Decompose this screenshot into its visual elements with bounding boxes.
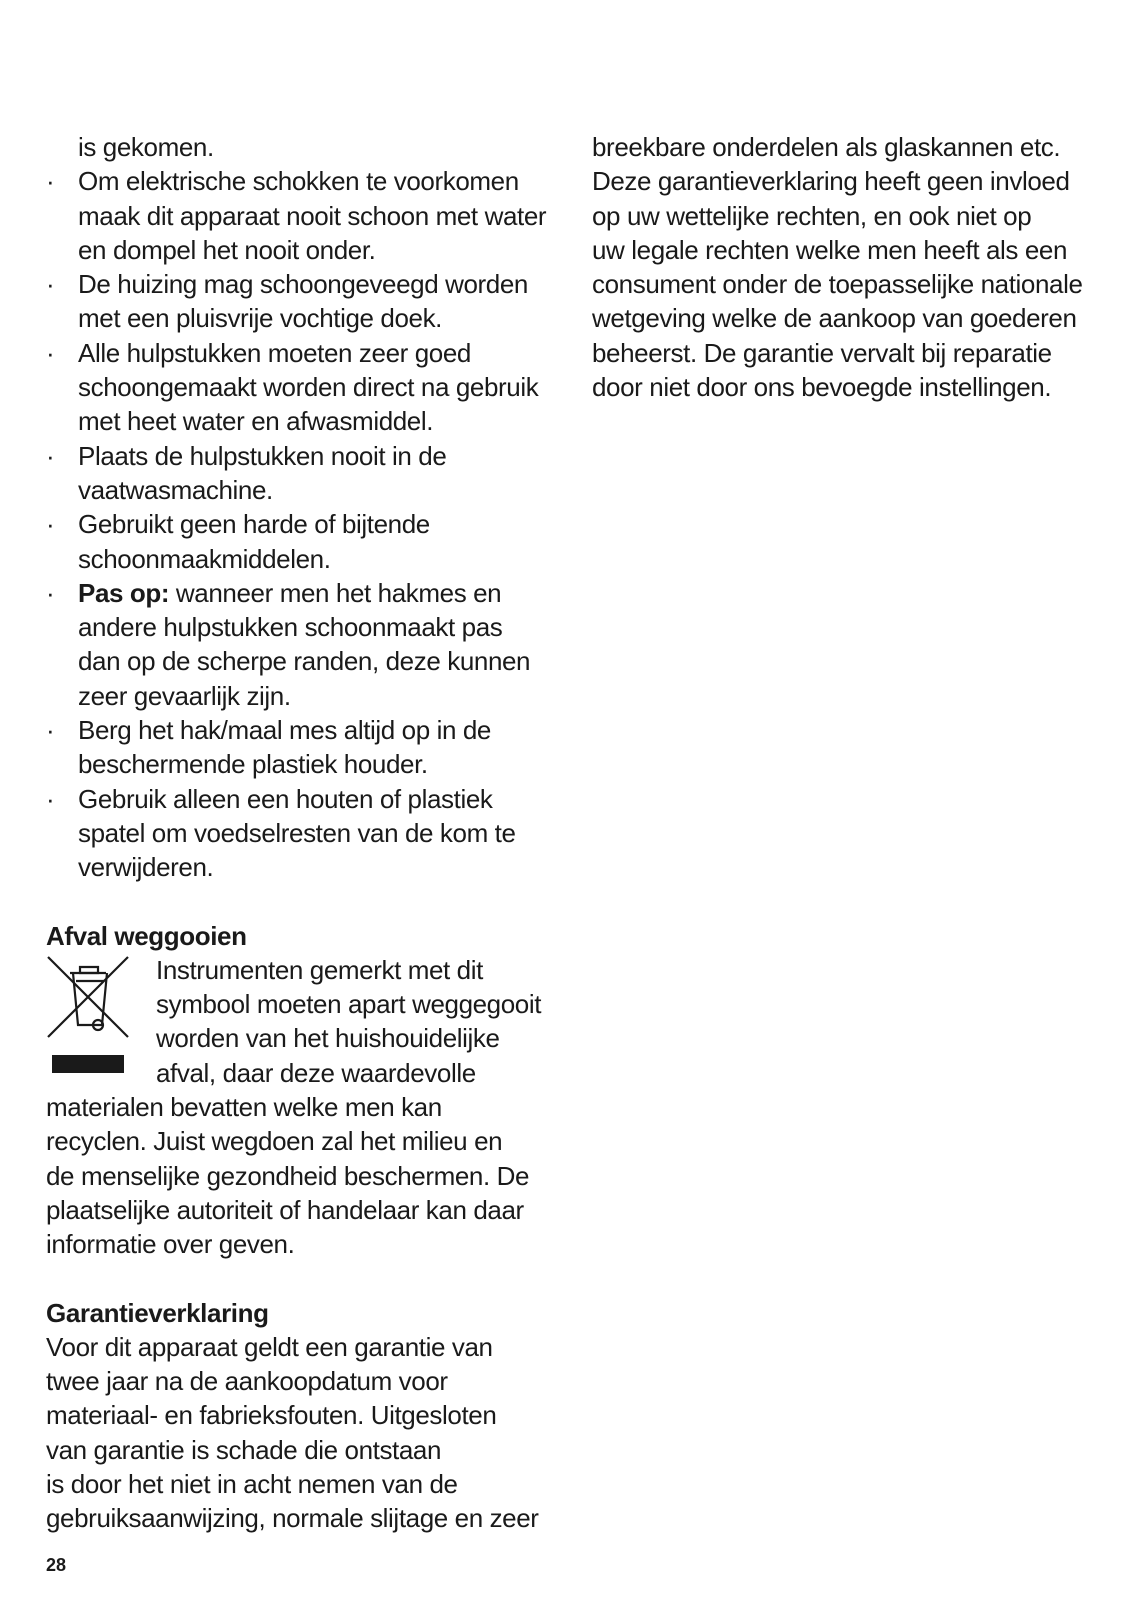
caution-line: andere hulpstukken schoonmaakt pas xyxy=(78,612,503,643)
warranty-line: materiaal- en fabrieksfouten. Uitgesloten xyxy=(46,1400,497,1431)
list-item-line: Gebruikt geen harde of bijtende xyxy=(78,509,430,540)
warranty-continued-line: beheerst. De garantie vervalt bij reparatie xyxy=(592,337,1052,368)
list-item-line: met een pluisvrije vochtige doek. xyxy=(78,303,443,334)
list-item-line: schoonmaakmiddelen. xyxy=(78,543,331,574)
bullet-marker: · xyxy=(46,509,55,540)
list-item-line: Berg het hak/maal mes altijd op in de xyxy=(78,715,491,746)
waste-line: symbool moeten apart weggegooit xyxy=(156,989,542,1020)
waste-line: informatie over geven. xyxy=(46,1229,295,1260)
caution-line: zeer gevaarlijk zijn. xyxy=(78,680,291,711)
warranty-line: gebruiksaanwijzing, normale slijtage en zeer xyxy=(46,1503,539,1534)
waste-section xyxy=(46,953,566,1262)
list-item xyxy=(46,336,566,439)
list-item xyxy=(46,782,566,885)
list-item xyxy=(46,164,566,267)
list-item xyxy=(46,267,566,336)
warranty-line: van garantie is schade die ontstaan xyxy=(46,1434,442,1465)
bullet-marker: · xyxy=(46,166,55,197)
bullet-marker: · xyxy=(46,577,55,608)
list-item-line: Om elektrische schokken te voorkomen xyxy=(78,166,519,197)
left-column xyxy=(46,130,566,1536)
caution-first-line: wanneer men het hakmes en xyxy=(169,577,502,608)
waste-line: afval, daar deze waardevolle xyxy=(156,1057,476,1088)
page-number: 28 xyxy=(46,1555,67,1575)
bullet-marker: · xyxy=(46,440,55,471)
caution-line: dan op de scherpe randen, deze kunnen xyxy=(78,646,531,677)
list-item-line: Plaats de hulpstukken nooit in de xyxy=(78,440,447,471)
list-item xyxy=(46,507,566,576)
list-item-line: verwijderen. xyxy=(78,852,214,883)
section-spacer xyxy=(46,885,566,919)
crossed-out-wheelie-bin-icon xyxy=(46,955,130,1085)
list-item-line: en dompel het nooit onder. xyxy=(78,234,376,265)
caution-item xyxy=(46,576,566,713)
list-item-line: Gebruik alleen een houten of plastiek xyxy=(78,783,493,814)
list-item-line: Alle hulpstukken moeten zeer goed xyxy=(78,337,471,368)
continuation-text: is gekomen. xyxy=(78,132,214,162)
warranty-continued-line: op uw wettelijke rechten, en ook niet op xyxy=(592,200,1032,231)
section-spacer xyxy=(46,1262,566,1296)
warranty-line: Voor dit apparaat geldt een garantie van xyxy=(46,1331,493,1362)
warranty-continued-line: Deze garantieverklaring heeft geen invloed xyxy=(592,166,1070,197)
waste-line: Instrumenten gemerkt met dit xyxy=(156,954,483,985)
list-item-line: schoongemaakt worden direct na gebruik xyxy=(78,372,539,403)
list-item xyxy=(46,439,566,508)
bullet-marker: · xyxy=(46,715,55,746)
right-column xyxy=(592,130,1102,404)
list-item-line: vaatwasmachine. xyxy=(78,474,273,505)
cleaning-instructions-list xyxy=(46,164,566,576)
storage-instructions-list xyxy=(46,713,566,884)
waste-line: worden van het huishouidelijke xyxy=(156,1023,500,1054)
list-item-line: met heet water en afwasmiddel. xyxy=(78,406,434,437)
warranty-continued-line: breekbare onderdelen als glaskannen etc. xyxy=(592,132,1061,162)
list-item-line: De huizing mag schoongeveegd worden xyxy=(78,269,528,300)
warranty-continued-line: consument onder de toepasselijke nationale xyxy=(592,269,1083,300)
list-item-line: maak dit apparaat nooit schoon met water xyxy=(78,200,547,231)
list-item-line: beschermende plastiek houder. xyxy=(78,749,428,780)
waste-line: materialen bevatten welke men kan xyxy=(46,1092,442,1123)
list-item-line: spatel om voedselresten van de kom te xyxy=(78,817,516,848)
bullet-marker: · xyxy=(46,269,55,300)
warranty-continued-line: wetgeving welke de aankoop van goederen xyxy=(592,303,1077,334)
waste-line: recyclen. Juist wegdoen zal het milieu en xyxy=(46,1126,503,1157)
bullet-marker: · xyxy=(46,783,55,814)
waste-line: plaatselijke autoriteit of handelaar kan daar xyxy=(46,1194,524,1225)
waste-heading: Afval weggooien xyxy=(46,920,247,951)
warranty-heading: Garantieverklaring xyxy=(46,1297,269,1328)
warranty-continued-line: door niet door ons bevoegde instellingen. xyxy=(592,372,1052,403)
list-item xyxy=(46,713,566,782)
warranty-text xyxy=(46,1330,566,1536)
caution-label: Pas op: xyxy=(78,577,170,608)
waste-line: de menselijke gezondheid beschermen. De xyxy=(46,1160,530,1191)
warranty-line: twee jaar na de aankoopdatum voor xyxy=(46,1366,448,1397)
warranty-line: is door het niet in acht nemen van de xyxy=(46,1468,458,1499)
warranty-continued-line: uw legale rechten welke men heeft als een xyxy=(592,234,1068,265)
bullet-marker: · xyxy=(46,337,55,368)
